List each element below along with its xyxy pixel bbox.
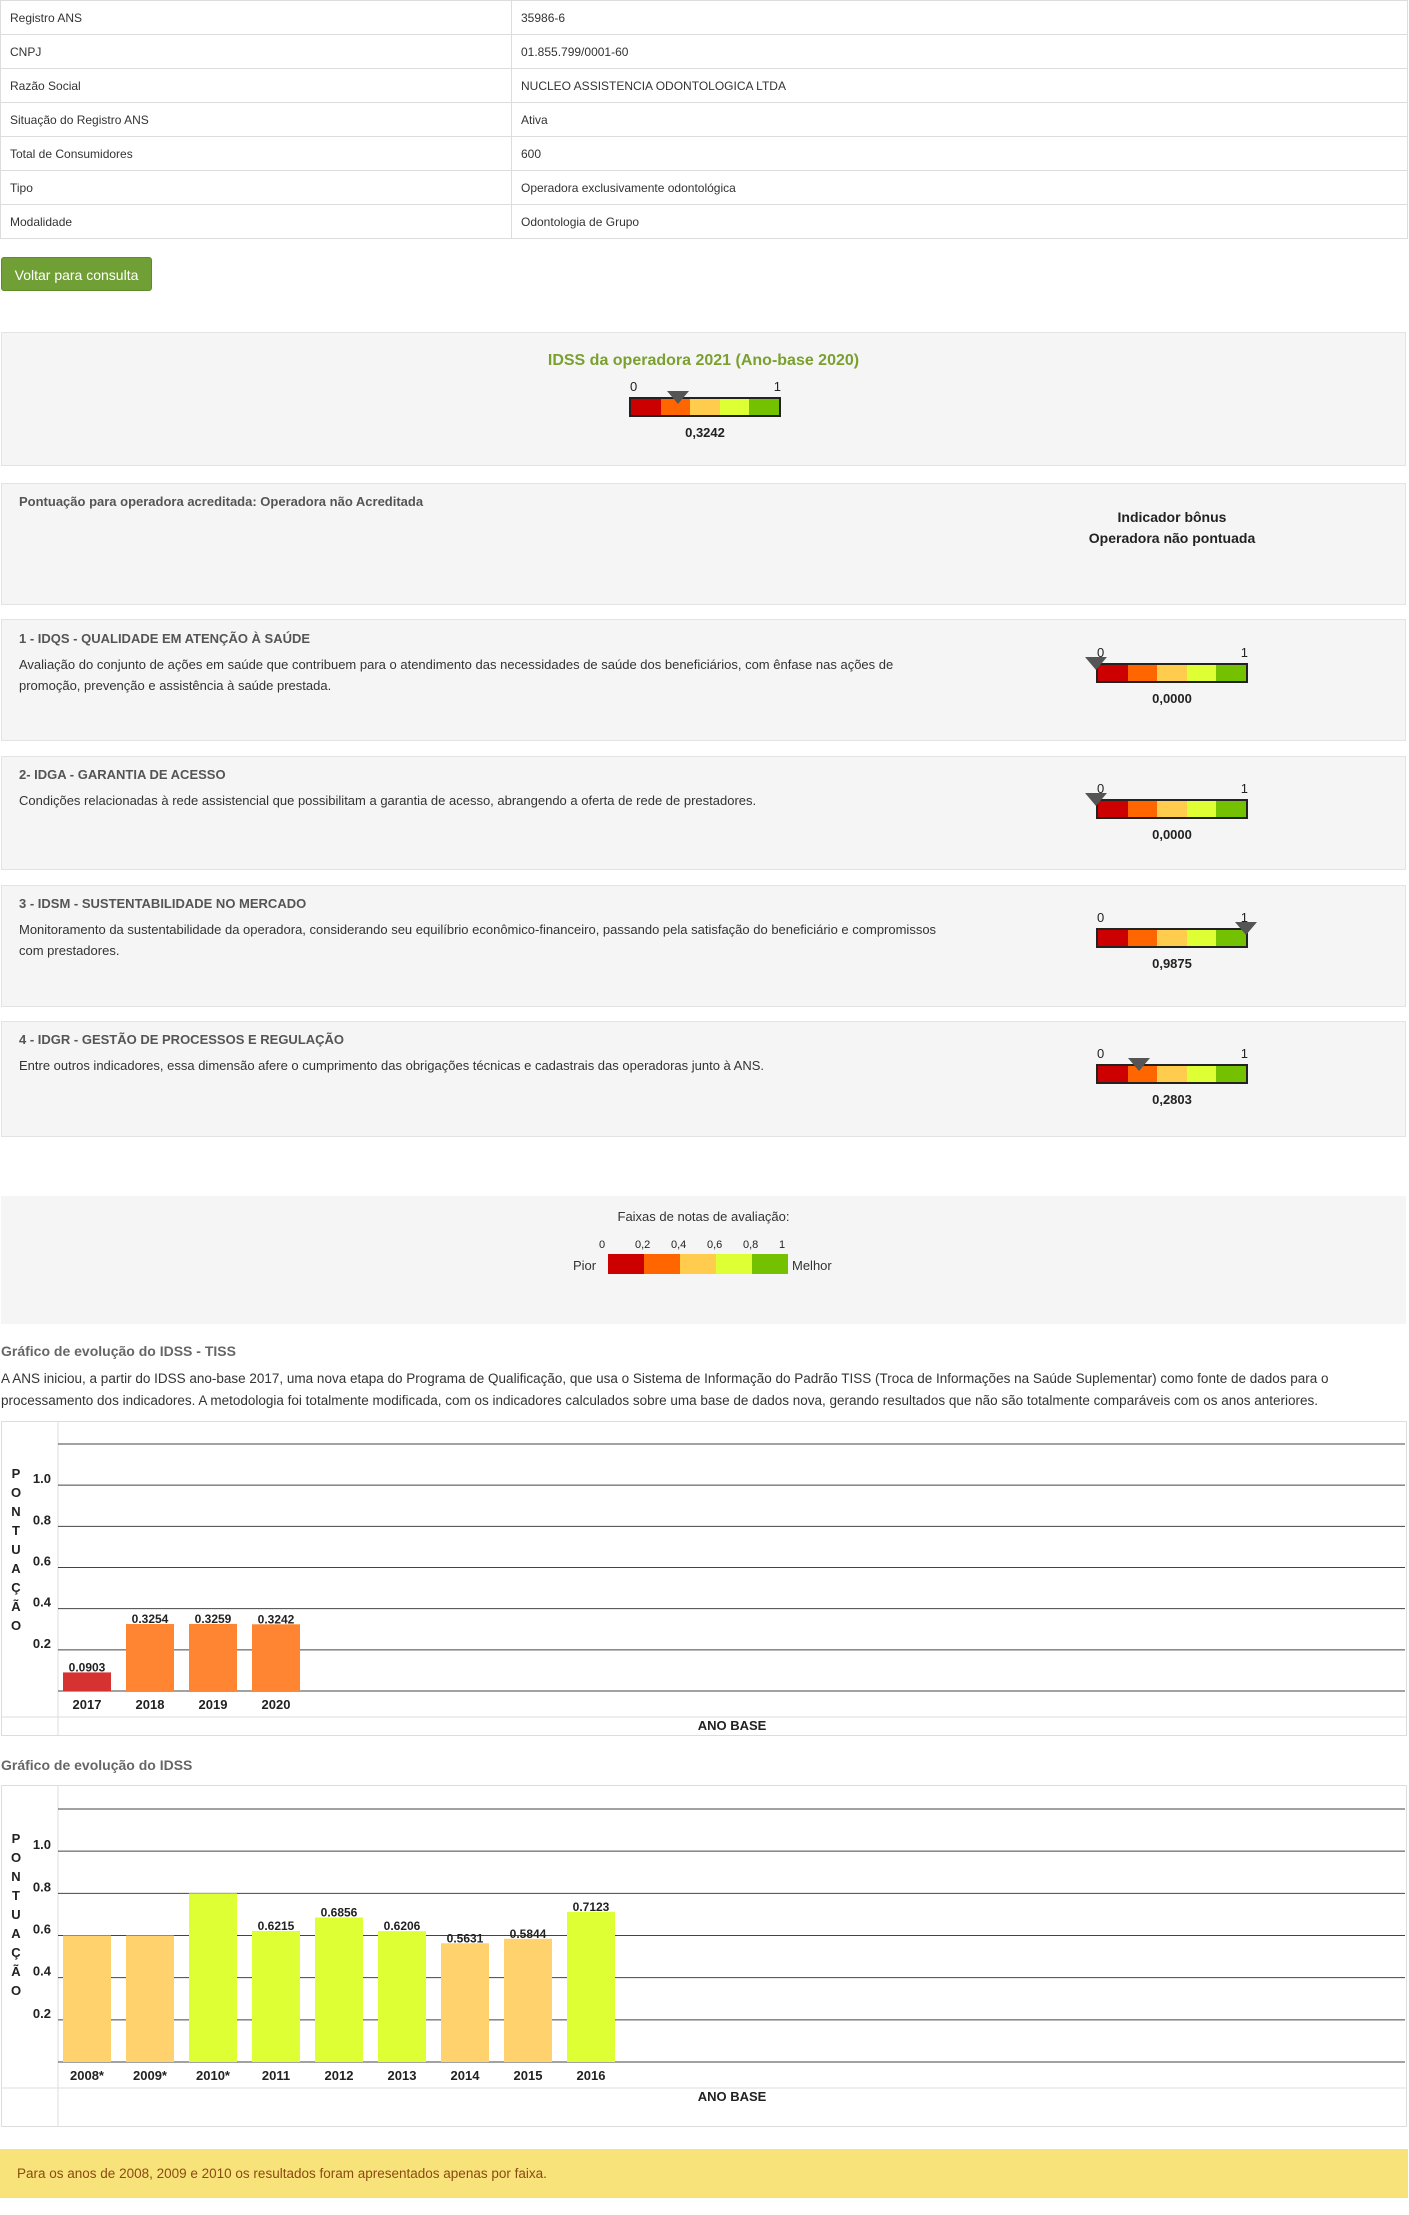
meter-scale xyxy=(1096,663,1248,683)
meter-scale xyxy=(1096,1064,1248,1084)
bar-value-label: 0.3254 xyxy=(131,1612,169,1627)
chart-bar xyxy=(126,1936,174,2063)
info-label: CNPJ xyxy=(1,35,512,69)
info-value: 600 xyxy=(512,137,1408,171)
x-tick-label: 2013 xyxy=(387,2068,417,2083)
chart-svg xyxy=(1,1421,1407,1736)
y-axis-label-letter: N xyxy=(11,1504,21,1519)
accreditation-panel xyxy=(1,483,1406,605)
y-axis-label-letter: Ã xyxy=(11,1599,21,1614)
info-label: Registro ANS xyxy=(1,1,512,35)
y-axis-label-letter: Ã xyxy=(11,1964,21,1979)
info-row xyxy=(1,35,1408,69)
legend-segment xyxy=(752,1254,788,1274)
y-axis-label-letter: T xyxy=(12,1523,20,1538)
x-tick-label: 2016 xyxy=(576,2068,606,2083)
x-axis-label: ANO BASE xyxy=(697,1718,767,1733)
meter-segment xyxy=(1098,1066,1128,1082)
operator-info-table xyxy=(0,0,1408,239)
info-row xyxy=(1,205,1408,239)
y-axis-label-letter: P xyxy=(11,1831,21,1846)
x-tick-label: 2015 xyxy=(513,2068,543,2083)
chart-bar xyxy=(252,1624,300,1691)
info-label: Modalidade xyxy=(1,205,512,239)
meter-segment xyxy=(1157,801,1187,817)
chart-bar xyxy=(252,1931,300,2062)
x-tick-label: 2018 xyxy=(135,1697,165,1712)
meter-max-label: 1 xyxy=(1240,1046,1248,1061)
y-axis-label-letter: Ç xyxy=(11,1945,21,1960)
y-axis-label-letter: T xyxy=(12,1888,20,1903)
y-axis-label-letter: U xyxy=(11,1907,21,1922)
meter-min-label: 0 xyxy=(1097,910,1105,925)
meter-segment xyxy=(1187,1066,1217,1082)
legend-tick: 0,4 xyxy=(671,1239,687,1251)
y-axis-label-letter: U xyxy=(11,1542,21,1557)
idqs-value: 0,0000 xyxy=(1152,691,1192,706)
chart-bar xyxy=(189,1624,237,1691)
meter-segment xyxy=(1128,665,1158,681)
y-axis-label-letter: A xyxy=(11,1926,21,1941)
tiss-chart-description: A ANS iniciou, a partir do IDSS ano-base 2017, uma nova etapa do Programa de Qualificação, que usa o Sistema de Informação do Padrão TISS (Troca de Informações na Saúde Suplementar) como fonte de dados para o processamento dos indicadores. A metodologia foi totalmente modificada, com os indicadores calculados sobre uma base de dados nova, gerando resultados que não são totalmente comparáveis com os anos anteriores. xyxy=(1,1371,1329,1408)
y-tick-label: 0.2 xyxy=(32,1635,51,1651)
meter-segment xyxy=(1187,665,1217,681)
bar-value-label: 0.3242 xyxy=(257,1612,295,1627)
x-tick-label: 2009* xyxy=(133,2068,167,2083)
info-value: Ativa xyxy=(512,103,1408,137)
meter-segment xyxy=(1157,665,1187,681)
meter-segment xyxy=(690,399,720,415)
meter-max-label: 1 xyxy=(1240,910,1248,925)
back-to-search-button[interactable]: Voltar para consulta xyxy=(1,257,152,291)
meter-max-label: 1 xyxy=(1240,781,1248,796)
meter-pointer-icon xyxy=(1085,657,1107,670)
idgr-value: 0,2803 xyxy=(1152,1092,1192,1107)
y-tick-label: 1.0 xyxy=(32,1471,51,1487)
info-row xyxy=(1,103,1408,137)
meter-segment xyxy=(1157,1066,1187,1082)
idss-title: IDSS da operadora 2021 (Ano-base 2020) xyxy=(547,352,860,369)
info-label: Razão Social xyxy=(1,69,512,103)
idga-value: 0,0000 xyxy=(1152,827,1192,842)
legend-title: Faixas de notas de avaliação: xyxy=(617,1209,790,1224)
meter-scale xyxy=(1096,928,1248,948)
x-tick-label: 2019 xyxy=(198,1697,228,1712)
y-axis-label-letter: Ç xyxy=(11,1580,21,1595)
y-tick-label: 0.8 xyxy=(32,1879,51,1895)
dimension-title: 4 - IDGR - GESTÃO DE PROCESSOS E REGULAÇÃO xyxy=(19,1032,345,1047)
legend-tick: 0,8 xyxy=(743,1239,759,1251)
idss-chart-title: Gráfico de evolução do IDSS xyxy=(1,1757,193,1773)
chart-bar xyxy=(126,1624,174,1691)
dimension-title: 3 - IDSM - SUSTENTABILIDADE NO MERCADO xyxy=(19,896,307,911)
dimension-panel-idgr xyxy=(1,1021,1406,1137)
y-tick-label: 0.4 xyxy=(32,1594,51,1610)
legend-segment xyxy=(644,1254,680,1274)
chart-bar xyxy=(63,1672,111,1691)
dimension-description: Entre outros indicadores, essa dimensão afere o cumprimento das obrigações técnicas e cadastrais das operadoras junto à ANS. xyxy=(19,1058,765,1073)
idss-tiss-evolution-chart xyxy=(1,1421,1407,1736)
y-tick-label: 1.0 xyxy=(32,1837,51,1853)
bar-value-label: 0.6215 xyxy=(257,1918,295,1933)
info-value: 35986-6 xyxy=(512,1,1408,35)
dimension-panel-idqs xyxy=(1,619,1406,741)
info-row xyxy=(1,1,1408,35)
info-label: Tipo xyxy=(1,171,512,205)
x-tick-label: 2014 xyxy=(450,2068,480,2083)
meter-segment xyxy=(1216,665,1246,681)
info-value: Odontologia de Grupo xyxy=(512,205,1408,239)
dimension-description: Avaliação do conjunto de ações em saúde que contribuem para o atendimento das necessidades de saúde dos beneficiários, com ênfase nas ações de promoção, prevenção e assistência à saúde prestada. xyxy=(19,657,894,693)
info-label: Total de Consumidores xyxy=(1,137,512,171)
chart-svg xyxy=(1,1785,1407,2127)
meter-pointer-icon xyxy=(1128,1058,1150,1071)
y-axis-label-letter: P xyxy=(11,1466,21,1481)
idss-evolution-chart xyxy=(1,1785,1407,2127)
dimension-panel-idsm xyxy=(1,885,1406,1007)
legend-tick: 0,6 xyxy=(707,1239,723,1251)
legend-color-scale xyxy=(608,1254,788,1274)
x-tick-label: 2011 xyxy=(261,2068,291,2083)
legend-segment xyxy=(680,1254,716,1274)
info-row xyxy=(1,171,1408,205)
bar-value-label: 0.6856 xyxy=(320,1905,358,1920)
x-tick-label: 2010* xyxy=(196,2068,230,2083)
y-tick-label: 0.6 xyxy=(32,1553,51,1569)
bar-value-label: 0.7123 xyxy=(572,1899,610,1914)
meter-max-label: 1 xyxy=(773,379,781,394)
idsm-value: 0,9875 xyxy=(1152,956,1192,971)
y-axis-label-letter: A xyxy=(11,1561,21,1576)
bar-value-label: 0.5844 xyxy=(509,1926,547,1941)
meter-segment xyxy=(1128,801,1158,817)
meter-segment xyxy=(1098,930,1128,946)
chart-bar xyxy=(63,1936,111,2063)
meter-segment xyxy=(1187,801,1217,817)
chart-bar xyxy=(441,1943,489,2062)
meter-scale xyxy=(1096,799,1248,819)
legend-ticks xyxy=(599,1239,786,1253)
meter-segment xyxy=(631,399,661,415)
bonus-value: Operadora não pontuada xyxy=(1088,530,1256,546)
meter-segment xyxy=(1128,930,1158,946)
y-axis-label-letter: O xyxy=(10,1618,22,1633)
meter-min-label: 0 xyxy=(1097,1046,1105,1061)
bonus-title: Indicador bônus xyxy=(1117,509,1227,525)
bar-value-label: 0.3259 xyxy=(194,1611,232,1626)
y-tick-label: 0.6 xyxy=(32,1921,51,1937)
chart-bar xyxy=(504,1939,552,2062)
meter-min-label: 0 xyxy=(1097,645,1105,660)
meter-segment xyxy=(1187,930,1217,946)
info-row xyxy=(1,69,1408,103)
x-tick-label: 2017 xyxy=(72,1697,102,1712)
footnote: Para os anos de 2008, 2009 e 2010 os resultados foram apresentados apenas por faixa. xyxy=(0,2149,1408,2198)
meter-segment xyxy=(749,399,779,415)
legend-tick: 0 xyxy=(599,1239,606,1251)
x-tick-label: 2020 xyxy=(261,1697,291,1712)
meter-pointer-icon xyxy=(1085,793,1107,806)
legend-tick: 0,2 xyxy=(635,1239,651,1251)
x-tick-label: 2008* xyxy=(70,2068,104,2083)
legend-segment xyxy=(608,1254,644,1274)
y-axis-label-letter: O xyxy=(10,1850,22,1865)
idss-summary-panel xyxy=(1,332,1406,466)
info-value: NUCLEO ASSISTENCIA ODONTOLOGICA LTDA xyxy=(512,69,1408,103)
dimension-title: 2- IDGA - GARANTIA DE ACESSO xyxy=(19,767,226,782)
meter-max-label: 1 xyxy=(1240,645,1248,660)
dimension-title: 1 - IDQS - QUALIDADE EM ATENÇÃO À SAÚDE xyxy=(19,631,311,646)
legend-segment xyxy=(716,1254,752,1274)
meter-scale xyxy=(629,397,781,417)
meter-segment xyxy=(1216,1066,1246,1082)
y-tick-label: 0.4 xyxy=(32,1963,51,1979)
info-label: Situação do Registro ANS xyxy=(1,103,512,137)
meter-min-label: 0 xyxy=(630,379,638,394)
chart-bar xyxy=(378,1931,426,2062)
y-axis-label-letter: O xyxy=(10,1485,22,1500)
y-axis-label-letter: N xyxy=(11,1869,21,1884)
dimension-description: Condições relacionadas à rede assistencial que possibilitam a garantia de acesso, abrangendo a oferta de rede de prestadores. xyxy=(19,793,757,808)
dimension-panel-idga xyxy=(1,756,1406,870)
info-value: Operadora exclusivamente odontológica xyxy=(512,171,1408,205)
accreditation-text: Pontuação para operadora acreditada: Operadora não Acreditada xyxy=(19,494,424,509)
rating-ranges-legend xyxy=(1,1196,1406,1324)
meter-min-label: 0 xyxy=(1097,781,1105,796)
bonus-indicator xyxy=(1012,507,1332,549)
bar-value-label: 0.0903 xyxy=(68,1660,106,1675)
meter-pointer-icon xyxy=(667,391,689,404)
bar-value-label: 0.5631 xyxy=(446,1931,484,1946)
chart-bar xyxy=(315,1917,363,2062)
x-axis-label: ANO BASE xyxy=(697,2089,767,2104)
info-row xyxy=(1,137,1408,171)
legend-tick: 1 xyxy=(779,1239,786,1251)
info-value: 01.855.799/0001-60 xyxy=(512,35,1408,69)
bar-value-label: 0.6206 xyxy=(383,1919,421,1934)
legend-best-label: Melhor xyxy=(792,1258,832,1273)
meter-segment xyxy=(1216,801,1246,817)
y-tick-label: 0.8 xyxy=(32,1512,51,1528)
x-tick-label: 2012 xyxy=(324,2068,354,2083)
dimension-description: Monitoramento da sustentabilidade da operadora, considerando seu equilíbrio econômico-financeiro, passando pela satisfação do beneficiário e compromissos com prestadores. xyxy=(19,922,937,958)
y-tick-label: 0.2 xyxy=(32,2005,51,2021)
legend-worst-label: Pior xyxy=(573,1258,597,1273)
y-axis-label-letter: O xyxy=(10,1983,22,1998)
meter-segment xyxy=(1157,930,1187,946)
idss-value: 0,3242 xyxy=(685,425,725,440)
meter-pointer-icon xyxy=(1235,922,1257,935)
chart-bar xyxy=(189,1893,237,2062)
meter-segment xyxy=(720,399,750,415)
tiss-chart-title: Gráfico de evolução do IDSS - TISS xyxy=(1,1343,236,1359)
chart-bar xyxy=(567,1912,615,2062)
